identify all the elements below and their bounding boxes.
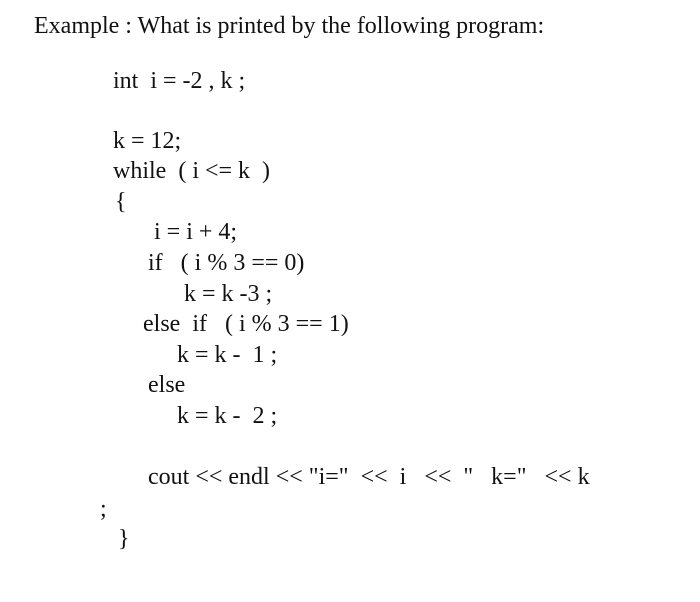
- code-line-increment: i = i + 4;: [154, 219, 238, 245]
- code-line-if: if ( i % 3 == 0): [148, 250, 305, 276]
- code-line-cout: cout << endl << "i=" << i << " k=" << k: [148, 464, 590, 490]
- code-line-semicolon: ;: [100, 496, 107, 522]
- code-line-else-if: else if ( i % 3 == 1): [143, 311, 349, 337]
- example-heading: Example : What is printed by the following program:: [34, 13, 545, 39]
- code-line-else: else: [148, 372, 186, 398]
- code-line-assign-k: k = 12;: [113, 128, 182, 154]
- code-line-k-minus-3: k = k -3 ;: [184, 281, 273, 307]
- code-line-while: while ( i <= k ): [113, 158, 271, 184]
- code-line-close-brace: }: [118, 526, 130, 552]
- code-line-open-brace: {: [115, 189, 127, 215]
- code-line-k-minus-2: k = k - 2 ;: [177, 403, 278, 429]
- code-line-declaration: int i = -2 , k ;: [113, 68, 246, 94]
- code-line-k-minus-1: k = k - 1 ;: [177, 342, 278, 368]
